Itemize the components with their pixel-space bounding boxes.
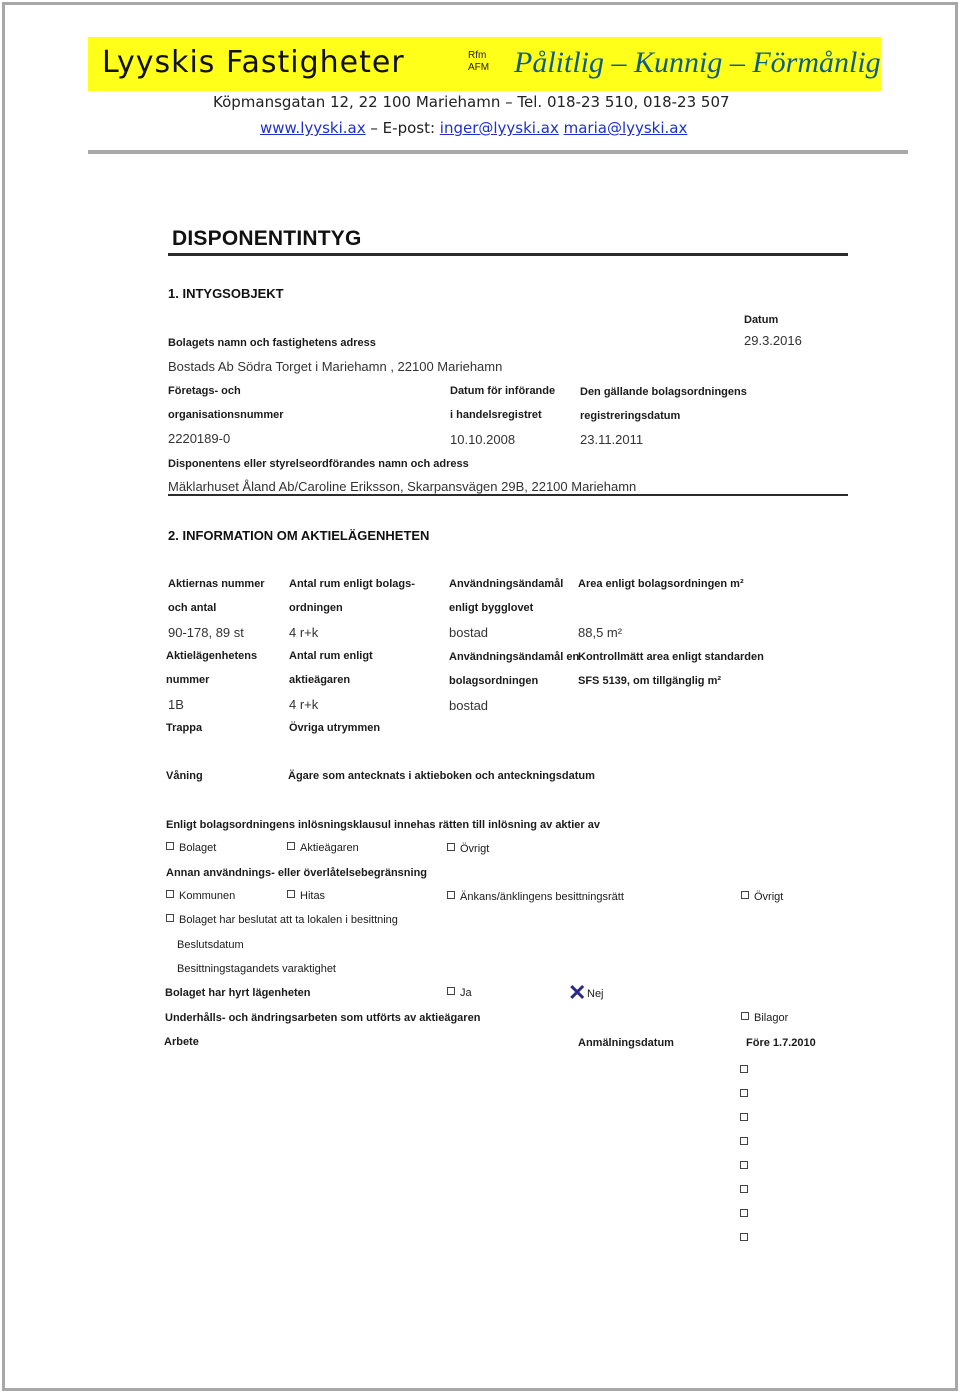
option-label: Änkans/änklingens besittningsrätt <box>460 891 624 903</box>
checkbox-ankans-besittningsratt[interactable] <box>447 891 624 903</box>
option-label: Bolaget <box>179 842 217 854</box>
option-label: Ja <box>460 987 472 999</box>
checkbox-ovrigt[interactable] <box>447 843 489 855</box>
rooms-value: 4 r+k <box>289 625 319 640</box>
work-label: Arbete <box>164 1036 199 1048</box>
attachment-checkbox[interactable] <box>740 1233 748 1241</box>
datum-label: Datum <box>744 314 779 326</box>
use-value: bostad <box>449 625 489 640</box>
email-prefix: – E-post: <box>370 119 436 137</box>
checkbox-possession[interactable] <box>166 914 398 926</box>
rooms-owner-label-1: Antal rum enligt <box>289 650 373 662</box>
apt-label-2: nummer <box>166 674 210 686</box>
email-link-inger[interactable]: inger@lyyski.ax <box>439 119 559 137</box>
attachment-checkbox[interactable] <box>740 1209 748 1217</box>
owner-label: Ägare som antecknats i aktieboken och anteckningsdatum <box>288 770 595 782</box>
shares-label-2: och antal <box>168 602 217 614</box>
org-label-2: organisationsnummer <box>168 409 284 421</box>
attachment-checkbox[interactable] <box>740 1065 748 1073</box>
attachment-checkbox[interactable] <box>740 1089 748 1097</box>
ctrl-label-1: Kontrollmätt area enligt standarden <box>578 651 764 663</box>
rooms-owner-value: 4 r+k <box>289 697 319 712</box>
checkbox-kommunen[interactable] <box>166 890 235 902</box>
manager-label: Disponentens eller styrelseordförandes namn och adress <box>168 458 469 470</box>
checkbox-square[interactable] <box>447 891 455 899</box>
section1-heading: 1. INTYGSOBJEKT <box>168 286 284 301</box>
ctrl-label-2: SFS 5139, om tillgänglig m² <box>578 675 722 687</box>
checkbox-square[interactable] <box>287 842 295 850</box>
use-label-2: enligt bygglovet <box>449 602 534 614</box>
checkbox-hitas[interactable] <box>287 890 325 902</box>
option-label: Övrigt <box>754 891 784 903</box>
possession-duration-label: Besittningstagandets varaktighet <box>177 963 336 975</box>
decision-date-label: Beslutsdatum <box>177 939 244 951</box>
option-label: Övrigt <box>460 843 490 855</box>
section2-heading: 2. INFORMATION OM AKTIELÄGENHETEN <box>168 528 430 543</box>
attachment-checkbox[interactable] <box>740 1161 748 1169</box>
logo-badge <box>468 50 489 74</box>
option-label: Kommunen <box>179 890 236 902</box>
option-label: Bilagor <box>754 1012 789 1024</box>
attachment-checkbox[interactable] <box>740 1185 748 1193</box>
notify-label: Anmälningsdatum <box>578 1037 674 1049</box>
checkbox-square[interactable] <box>447 843 455 851</box>
rooms-owner-label-2: aktieägaren <box>289 674 351 686</box>
use2-label-2: bolagsordningen <box>449 675 539 687</box>
section1-divider <box>168 494 848 496</box>
shares-value: 90-178, 89 st <box>168 625 244 640</box>
header-divider <box>88 150 908 154</box>
option-label: Aktieägaren <box>300 842 359 854</box>
checkbox-square[interactable] <box>166 842 174 850</box>
apt-label-1: Aktielägenhetens <box>166 650 258 662</box>
title-divider <box>168 253 848 256</box>
checked-x-mark: ✕ <box>568 980 587 1005</box>
website-link[interactable]: www.lyyski.ax <box>260 119 366 137</box>
checkbox-square[interactable] <box>741 1012 749 1020</box>
area-label: Area enligt bolagsordningen m² <box>578 578 744 590</box>
use2-label-1: Användningsändamål en <box>449 651 580 663</box>
document-title: DISPONENTINTYG <box>172 227 362 250</box>
logo-badge-rfm: Rfm <box>468 50 487 61</box>
checkbox-bolaget[interactable] <box>166 842 216 854</box>
letterhead-banner <box>88 37 881 91</box>
other-spaces-label: Övriga utrymmen <box>289 722 381 734</box>
datum-value: 29.3.2016 <box>744 333 802 348</box>
maintenance-label: Underhålls- och ändringsarbeten som utförts av aktieägaren <box>165 1012 481 1024</box>
reg-label-1: Datum för införande <box>450 385 556 397</box>
contact-address: Köpmansgatan 12, 22 100 Mariehamn – Tel. 018-23 510, 018-23 507 <box>213 93 730 111</box>
restriction-label: Annan användnings- eller överlåtelsebegränsning <box>166 867 428 879</box>
checkbox-square[interactable] <box>166 914 174 922</box>
attachment-checkbox[interactable] <box>740 1137 748 1145</box>
floor-label: Våning <box>166 770 203 782</box>
checkbox-square[interactable] <box>166 890 174 898</box>
page-frame <box>2 2 958 1391</box>
checkbox-aktieagaren[interactable] <box>287 842 359 854</box>
rooms-label-1: Antal rum enligt bolags- <box>289 578 415 590</box>
manager-value: Mäklarhuset Åland Ab/Caroline Eriksson, Skarpansvägen 29B, 22100 Mariehamn <box>168 479 637 494</box>
checkbox-square[interactable] <box>447 987 455 995</box>
bylaw-label-2: registreringsdatum <box>580 410 681 422</box>
checkbox-bilagor[interactable] <box>741 1012 788 1024</box>
org-value: 2220189-0 <box>168 431 231 446</box>
checkbox-square[interactable] <box>741 891 749 899</box>
logo-badge-afm: AFM <box>468 62 490 73</box>
checkbox-ovrigt-2[interactable] <box>741 891 783 903</box>
reg-label-2: i handelsregistret <box>450 409 542 421</box>
redemption-label: Enligt bolagsordningens inlösningsklausul innehas rätten till inlösning av aktier av <box>166 819 600 831</box>
apt-value: 1B <box>168 697 184 712</box>
option-label: Bolaget har beslutat att ta lokalen i besittning <box>179 914 398 926</box>
company-value: Bostads Ab Södra Torget i Mariehamn , 22100 Mariehamn <box>168 359 503 374</box>
rented-label: Bolaget har hyrt lägenheten <box>165 987 311 999</box>
shares-label-1: Aktiernas nummer <box>168 578 265 590</box>
bylaw-value: 23.11.2011 <box>580 432 644 447</box>
use2-value: bostad <box>449 698 489 713</box>
stair-label: Trappa <box>166 722 203 734</box>
contact-links <box>260 119 687 137</box>
rooms-label-2: ordningen <box>289 602 343 614</box>
company-logo: Lyyskis Fastigheter <box>102 45 405 80</box>
use-label-1: Användningsändamål <box>449 578 564 590</box>
attachment-checkbox[interactable] <box>740 1113 748 1121</box>
option-label: Hitas <box>300 890 326 902</box>
checkbox-ja[interactable] <box>447 987 472 999</box>
reg-value: 10.10.2008 <box>450 432 516 447</box>
bylaw-label-1: Den gällande bolagsordningens <box>580 386 747 398</box>
area-value: 88,5 m² <box>578 625 623 640</box>
email-link-maria[interactable]: maria@lyyski.ax <box>563 119 688 137</box>
company-slogan: Pålitlig – Kunnig – Förmånlig <box>514 46 881 79</box>
nej-label: Nej <box>587 988 604 1000</box>
checkbox-square[interactable] <box>287 890 295 898</box>
company-label: Bolagets namn och fastighetens adress <box>168 337 376 349</box>
org-label-1: Företags- och <box>168 385 241 397</box>
notify-value: Före 1.7.2010 <box>746 1037 816 1049</box>
